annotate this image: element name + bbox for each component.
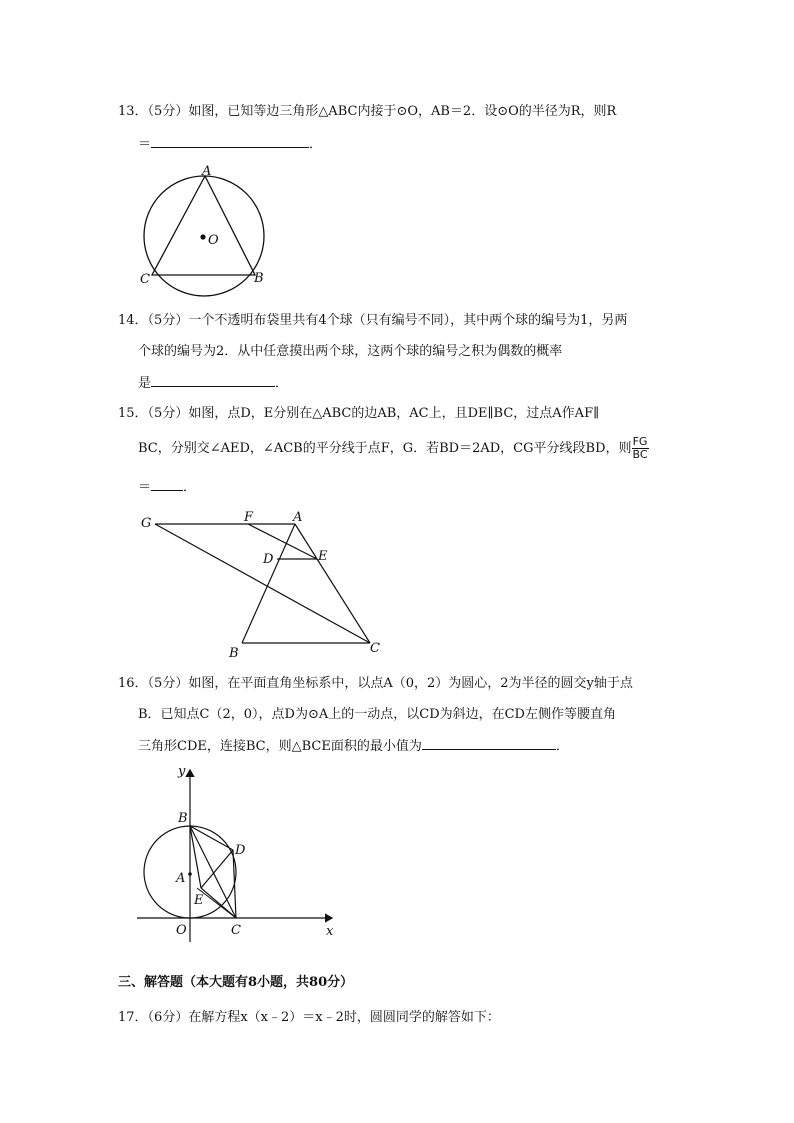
- q15-answer-blank[interactable]: [151, 476, 183, 491]
- q16-answer-blank[interactable]: [422, 735, 556, 750]
- q16-text-line2: B．已知点C（2，0），点D为⊙A上的一动点，以CD为斜边，在CD左侧作等腰直角: [138, 707, 616, 722]
- q16-label-c: C: [231, 923, 241, 938]
- q16-label-y: y: [178, 764, 186, 779]
- q14-answer-blank[interactable]: [151, 372, 275, 387]
- q16-label-e: E: [194, 893, 204, 908]
- q16-label-a: A: [176, 871, 186, 886]
- q14-text-line2: 个球的编号为2．从中任意摸出两个球，这两个球的编号之积为偶数的概率: [138, 344, 563, 359]
- q15-segment-ab: [242, 524, 295, 643]
- q16-label-x: x: [326, 924, 334, 939]
- q14-text-line1: 14．（5分）一个不透明布袋里共有4个球（只有编号不同），其中两个球的编号为1，另两: [118, 313, 628, 328]
- q16-segment-ed: [201, 850, 233, 888]
- q14-text-line3: [138, 372, 288, 394]
- q13-triangle-abc: [152, 176, 255, 275]
- q13-label-c: C: [140, 272, 150, 287]
- q15-text-line3: [138, 476, 196, 498]
- q13-equals: ＝: [138, 137, 152, 152]
- q15-segment-gc: [155, 524, 370, 643]
- q13-period: ．: [309, 137, 323, 152]
- q16-figure-coordinate-plane: [132, 760, 352, 945]
- q16-text-line1: 16．（5分）如图，在平面直角坐标系中，以点A（0，2）为圆心，2为半径的圆交y轴于点: [118, 676, 633, 691]
- q13-figure-circle-triangle: [138, 162, 278, 302]
- q16-segment-be: [190, 826, 201, 888]
- q13-answer-blank[interactable]: [151, 133, 309, 148]
- section3-title: 三、解答题（本大题有8小题，共80分）: [118, 975, 354, 990]
- q16-label-b: B: [178, 811, 188, 826]
- q16-prefix: 三角形CDE，连接BC，则△BCE面积的最小值为: [138, 739, 422, 754]
- q15-figure-trapezoid: [135, 505, 395, 665]
- q15-label-b: B: [229, 646, 239, 661]
- q15-text-line2: [138, 436, 649, 461]
- q15-text-line1: 15．（5分）如图，点D，E分别在△ABC的边AB，AC上，且DE∥BC，过点A作AF∥: [118, 406, 600, 421]
- q13-text-line2: [138, 133, 322, 155]
- q15-frac-denominator: BC: [632, 448, 648, 461]
- q13-center-dot: [200, 234, 205, 239]
- q13-text-line1: 13．（5分）如图，已知等边三角形△ABC内接于⊙O，AB＝2．设⊙O的半径为R，则R: [118, 104, 617, 119]
- q15-line2-text: BC，分别交∠AED，∠ACB的平分线于点F，G．若BD＝2AD，CG平分线段BD，则: [138, 441, 632, 456]
- q15-label-d: D: [263, 552, 274, 567]
- q15-segment-ac: [295, 524, 370, 643]
- q17-text-line1: 17．（6分）在解方程x（x﹣2）＝x﹣2时，圆圆同学的解答如下：: [118, 1010, 500, 1025]
- q13-label-o: O: [208, 233, 219, 248]
- q15-label-g: G: [141, 516, 152, 531]
- q15-equals: ＝: [138, 480, 152, 495]
- q15-label-f: F: [244, 510, 254, 525]
- q16-label-d: D: [235, 843, 246, 858]
- q16-point-a-dot: [188, 872, 192, 876]
- q15-fraction: [632, 436, 649, 461]
- q15-label-e: E: [318, 549, 328, 564]
- q13-label-a: A: [202, 164, 212, 179]
- q13-label-b: B: [254, 271, 264, 286]
- q15-frac-numerator: FG: [632, 435, 648, 448]
- q16-label-o: O: [176, 923, 187, 938]
- q15-label-a: A: [293, 510, 303, 525]
- q14-prefix: 是: [138, 376, 152, 391]
- q16-period: ．: [555, 739, 569, 754]
- q15-label-c: C: [370, 641, 380, 656]
- q14-period: ．: [275, 376, 289, 391]
- q16-text-line3: [138, 735, 569, 757]
- q15-period: ．: [183, 480, 197, 495]
